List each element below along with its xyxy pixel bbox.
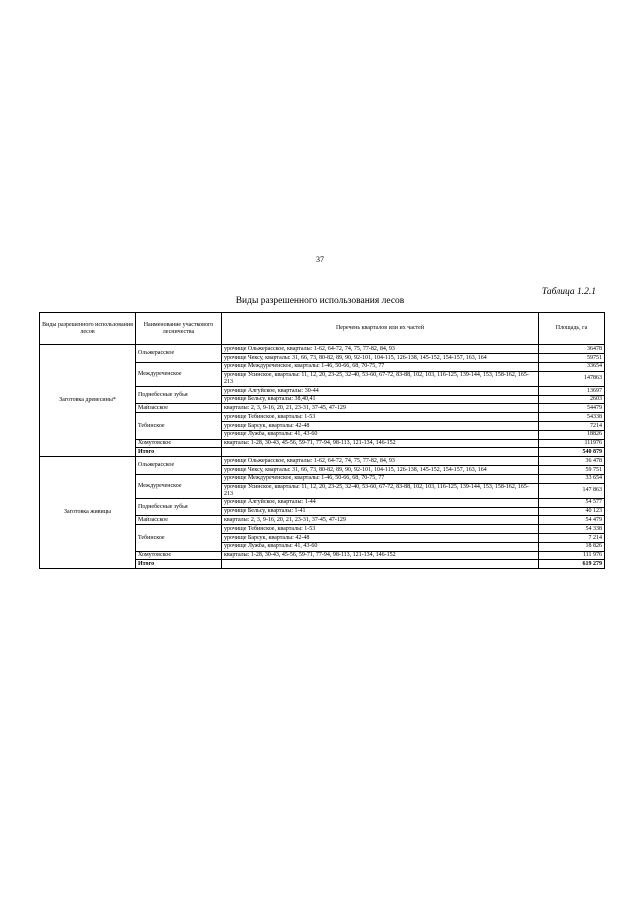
cell-kvartaly: кварталы: 1-28, 30-43, 45-56, 59-71, 77-94, 98-113, 121-134, 146-152 bbox=[222, 551, 539, 560]
header-ploshad: Площадь, га bbox=[539, 313, 605, 345]
cell-kvartaly: урочище Барсук, кварталы: 42-48 bbox=[222, 534, 539, 543]
cell-kvartaly: урочище Бельсу, кварталы: 1-41 bbox=[222, 507, 539, 516]
cell-kvartaly: урочище Чексу, кварталы: 31, 66, 73, 80-82, 89, 90, 92-101, 104-115, 126-138, 145-152, 154-157, 163, 164 bbox=[222, 465, 539, 474]
cell-lesnichestvo: Междуреченское bbox=[136, 362, 222, 386]
total-empty-cell bbox=[222, 560, 539, 569]
cell-lesnichestvo: Поднебесные зубья bbox=[136, 498, 222, 516]
cell-ploshad: 54 479 bbox=[539, 516, 605, 525]
cell-ploshad: 7214 bbox=[539, 422, 605, 431]
cell-ploshad: 36478 bbox=[539, 345, 605, 354]
cell-lesnichestvo: Тебинское bbox=[136, 525, 222, 551]
cell-ploshad: 59751 bbox=[539, 353, 605, 362]
table-title: Виды разрешенного использования лесов bbox=[235, 296, 405, 306]
header-lesnichestvo: Наименование участкового лесничества bbox=[136, 313, 222, 345]
cell-kvartaly: урочище Междуреченское, кварталы: 1-46, 50-66, 68, 70-75, 77 bbox=[222, 474, 539, 483]
cell-kvartaly: урочище Алгуйское, кварталы: 1-44 bbox=[222, 498, 539, 507]
cell-lesnichestvo: Ольжерасское bbox=[136, 457, 222, 475]
table-row bbox=[40, 457, 605, 466]
cell-ploshad: 33 654 bbox=[539, 474, 605, 483]
total-value: 619 279 bbox=[539, 560, 605, 569]
cell-ploshad: 13697 bbox=[539, 386, 605, 395]
cell-kvartaly: урочище Лужба, кварталы: 41, 43-60 bbox=[222, 430, 539, 439]
total-label: Итого bbox=[136, 560, 222, 569]
cell-ploshad: 7 214 bbox=[539, 534, 605, 543]
cell-ploshad: 147 863 bbox=[539, 483, 605, 498]
cell-vid: Заготовка древесины* bbox=[40, 345, 136, 457]
cell-kvartaly: урочище Тебинское, кварталы: 1-53 bbox=[222, 525, 539, 534]
header-vid: Виды разрешенного использования лесов bbox=[40, 313, 136, 345]
cell-lesnichestvo: Ольжерасское bbox=[136, 345, 222, 363]
cell-kvartaly: кварталы: 1-28, 30-43, 45-56, 59-71, 77-94, 98-113, 121-134, 146-152 bbox=[222, 439, 539, 448]
table-label: Таблица 1.2.1 bbox=[541, 287, 596, 297]
total-empty-cell bbox=[222, 448, 539, 457]
cell-lesnichestvo: Тебинское bbox=[136, 413, 222, 439]
total-label: Итого bbox=[136, 448, 222, 457]
cell-kvartaly: урочище Междуреченское, кварталы: 1-46, 50-66, 68, 70-75, 77 bbox=[222, 362, 539, 371]
cell-lesnichestvo: Хомутовское bbox=[136, 439, 222, 448]
header-perechen: Перечень кварталов или их частей bbox=[222, 313, 539, 345]
cell-kvartaly: урочище Барсук, кварталы: 42-48 bbox=[222, 422, 539, 431]
cell-ploshad: 54 577 bbox=[539, 498, 605, 507]
cell-ploshad: 59 751 bbox=[539, 465, 605, 474]
cell-ploshad: 18826 bbox=[539, 430, 605, 439]
page-number: 37 bbox=[316, 255, 324, 264]
cell-kvartaly: урочище Усинское, кварталы: 11, 12, 20, 23-25, 32-40, 53-60, 67-72, 83-88, 102, 103, 116-125, 139-144, 153, 158-162, 165-213 bbox=[222, 371, 539, 386]
cell-kvartaly: урочище Чексу, кварталы: 31, 66, 73, 80-82, 89, 90, 92-101, 104-115, 126-138, 145-152, 154-157, 163, 164 bbox=[222, 353, 539, 362]
forest-use-table bbox=[39, 312, 605, 569]
cell-ploshad: 147863 bbox=[539, 371, 605, 386]
cell-kvartaly: урочище Бельсу, кварталы: 38,40,41 bbox=[222, 395, 539, 404]
cell-lesnichestvo: Майзасское bbox=[136, 404, 222, 413]
cell-kvartaly: урочище Алгуйское, кварталы: 30-44 bbox=[222, 386, 539, 395]
cell-kvartaly: урочище Ольжерасское, кварталы: 1-62, 64-72, 74, 75, 77-82, 84, 93 bbox=[222, 345, 539, 354]
cell-lesnichestvo: Майзасское bbox=[136, 516, 222, 525]
cell-lesnichestvo: Хомутовское bbox=[136, 551, 222, 560]
cell-ploshad: 111976 bbox=[539, 439, 605, 448]
table-body bbox=[40, 345, 605, 569]
cell-vid: Заготовка живицы bbox=[40, 457, 136, 569]
cell-ploshad: 54338 bbox=[539, 413, 605, 422]
cell-kvartaly: кварталы: 2, 3, 9-16, 20, 21, 23-31, 37-45, 47-129 bbox=[222, 516, 539, 525]
total-value: 540 879 bbox=[539, 448, 605, 457]
cell-ploshad: 111 976 bbox=[539, 551, 605, 560]
table-row bbox=[40, 345, 605, 354]
cell-ploshad: 54479 bbox=[539, 404, 605, 413]
cell-ploshad: 54 338 bbox=[539, 525, 605, 534]
cell-lesnichestvo: Поднебесные зубья bbox=[136, 386, 222, 404]
cell-kvartaly: урочище Ольжерасское, кварталы: 1-62, 64-72, 74, 75, 77-82, 84, 93 bbox=[222, 457, 539, 466]
cell-ploshad: 2603 bbox=[539, 395, 605, 404]
cell-ploshad: 36 478 bbox=[539, 457, 605, 466]
cell-lesnichestvo: Междуреченское bbox=[136, 474, 222, 498]
cell-ploshad: 33654 bbox=[539, 362, 605, 371]
cell-kvartaly: кварталы: 2, 3, 9-16, 20, 21, 23-31, 37-45, 47-129 bbox=[222, 404, 539, 413]
cell-kvartaly: урочище Лужба, кварталы: 41, 43-60 bbox=[222, 542, 539, 551]
cell-kvartaly: урочище Усинское, кварталы: 11, 12, 20, 23-25, 32-40, 53-60, 67-72, 83-88, 102, 103, 116-125, 139-144, 153, 158-162, 165-213 bbox=[222, 483, 539, 498]
table-header-row bbox=[40, 313, 605, 345]
cell-ploshad: 40 123 bbox=[539, 507, 605, 516]
cell-kvartaly: урочище Тебинское, кварталы: 1-53 bbox=[222, 413, 539, 422]
cell-ploshad: 18 826 bbox=[539, 542, 605, 551]
